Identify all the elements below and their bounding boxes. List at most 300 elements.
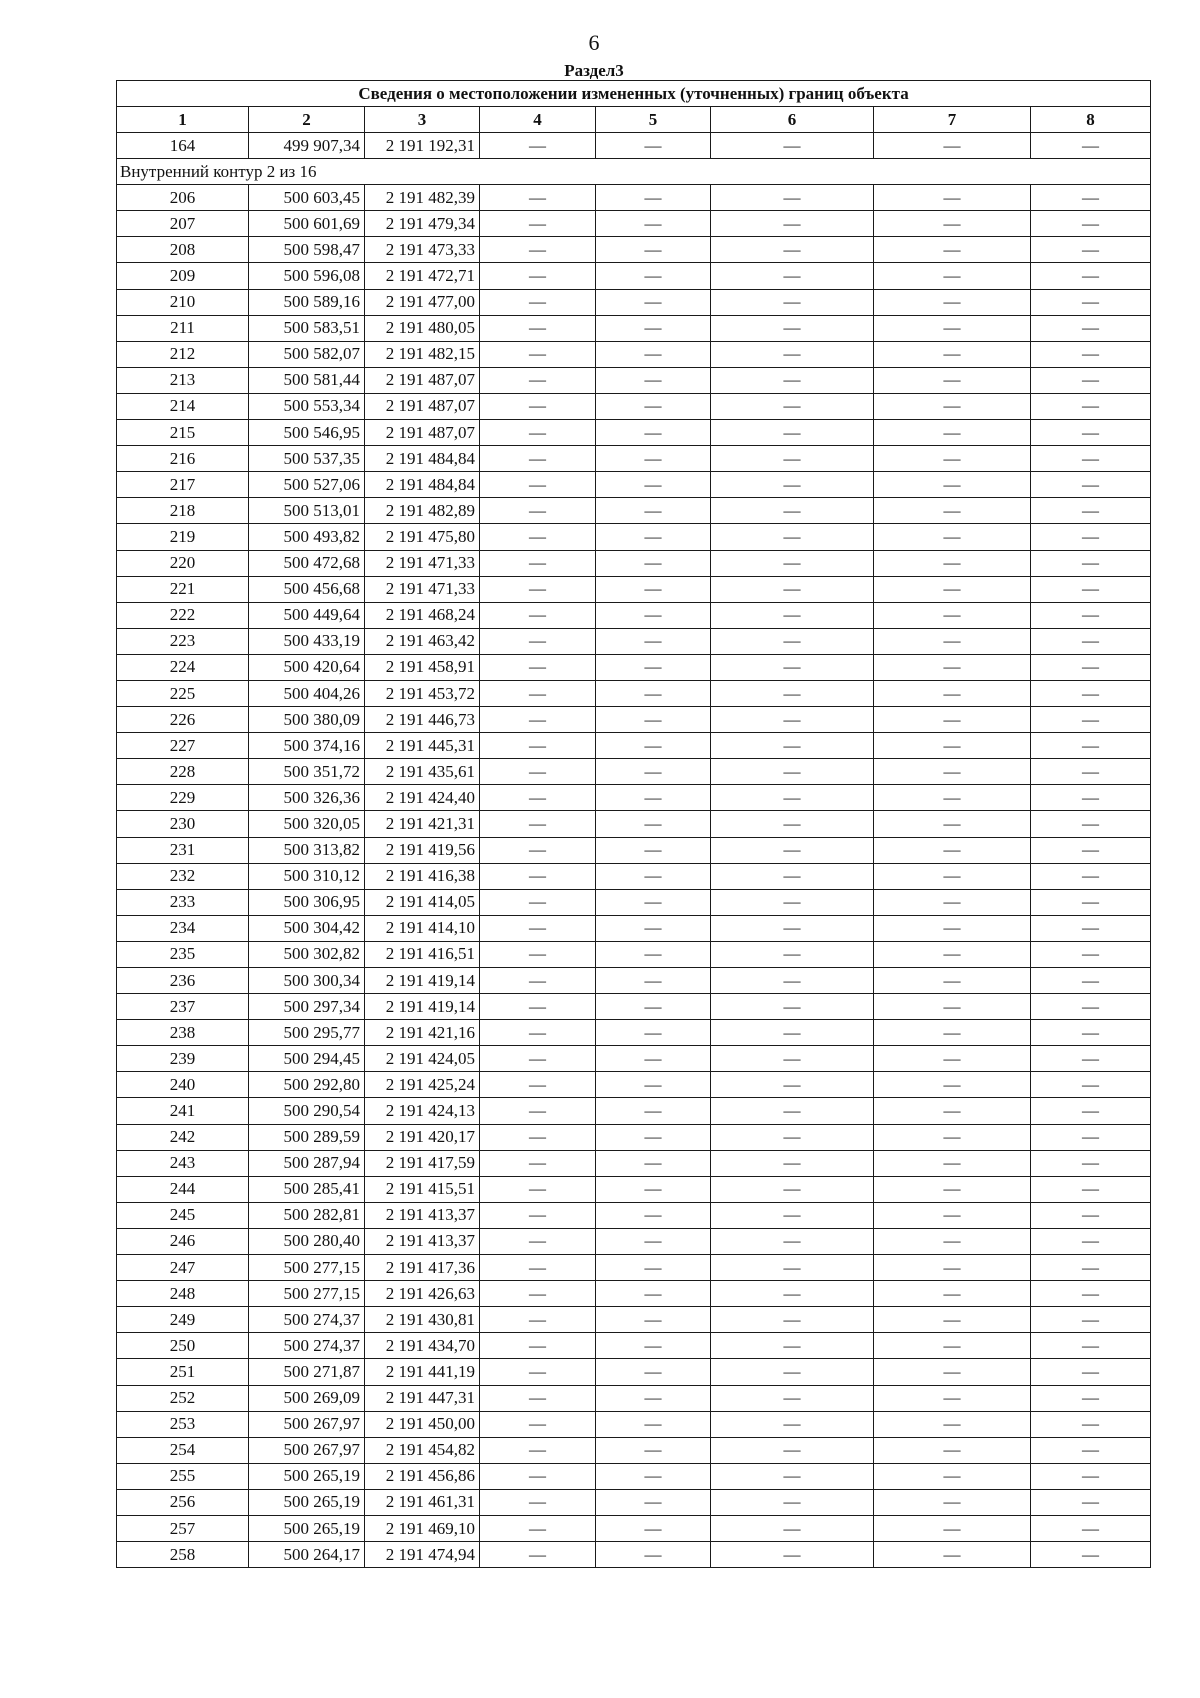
table-row (117, 1255, 1151, 1281)
table-row (117, 680, 1151, 706)
empty-value-cell: — (711, 1437, 874, 1463)
empty-value-cell: — (1031, 1281, 1151, 1307)
empty-value-cell: — (596, 941, 711, 967)
point-number-cell: 212 (117, 341, 249, 367)
table-row (117, 1176, 1151, 1202)
empty-value-cell: — (874, 1359, 1031, 1385)
point-number-cell: 253 (117, 1411, 249, 1437)
y-coordinate-cell: 2 191 415,51 (365, 1176, 480, 1202)
empty-value-cell: — (711, 393, 874, 419)
empty-value-cell: — (480, 785, 596, 811)
empty-value-cell: — (711, 185, 874, 211)
empty-value-cell: — (874, 1098, 1031, 1124)
point-number-cell: 221 (117, 576, 249, 602)
empty-value-cell: — (874, 1255, 1031, 1281)
table-row (117, 915, 1151, 941)
empty-value-cell: — (711, 628, 874, 654)
point-number-cell: 224 (117, 654, 249, 680)
empty-value-cell: — (1031, 785, 1151, 811)
point-number-cell: 240 (117, 1072, 249, 1098)
table-row (117, 941, 1151, 967)
empty-value-cell: — (480, 1228, 596, 1254)
empty-value-cell: — (480, 1463, 596, 1489)
empty-value-cell: — (596, 889, 711, 915)
y-coordinate-cell: 2 191 456,86 (365, 1463, 480, 1489)
empty-value-cell: — (874, 628, 1031, 654)
empty-value-cell: — (480, 941, 596, 967)
empty-value-cell: — (480, 680, 596, 706)
x-coordinate-cell: 500 433,19 (249, 628, 365, 654)
empty-value-cell: — (1031, 1411, 1151, 1437)
x-coordinate-cell: 500 304,42 (249, 915, 365, 941)
empty-value-cell: — (711, 1489, 874, 1515)
y-coordinate-cell: 2 191 474,94 (365, 1542, 480, 1568)
column-header: 2 (249, 107, 365, 133)
x-coordinate-cell: 500 271,87 (249, 1359, 365, 1385)
empty-value-cell: — (874, 133, 1031, 159)
empty-value-cell: — (711, 968, 874, 994)
empty-value-cell: — (596, 1255, 711, 1281)
table-row (117, 1072, 1151, 1098)
point-number-cell: 247 (117, 1255, 249, 1281)
empty-value-cell: — (1031, 968, 1151, 994)
empty-value-cell: — (711, 341, 874, 367)
x-coordinate-cell: 500 287,94 (249, 1150, 365, 1176)
empty-value-cell: — (480, 628, 596, 654)
empty-value-cell: — (596, 680, 711, 706)
contour-label-row (117, 159, 1151, 185)
empty-value-cell: — (480, 889, 596, 915)
empty-value-cell: — (874, 941, 1031, 967)
empty-value-cell: — (874, 237, 1031, 263)
empty-value-cell: — (711, 498, 874, 524)
empty-value-cell: — (480, 1046, 596, 1072)
x-coordinate-cell: 500 472,68 (249, 550, 365, 576)
column-header: 8 (1031, 107, 1151, 133)
empty-value-cell: — (480, 498, 596, 524)
empty-value-cell: — (596, 1542, 711, 1568)
x-coordinate-cell: 500 295,77 (249, 1020, 365, 1046)
y-coordinate-cell: 2 191 463,42 (365, 628, 480, 654)
empty-value-cell: — (1031, 759, 1151, 785)
empty-value-cell: — (874, 785, 1031, 811)
point-number-cell: 251 (117, 1359, 249, 1385)
empty-value-cell: — (874, 1228, 1031, 1254)
x-coordinate-cell: 500 351,72 (249, 759, 365, 785)
empty-value-cell: — (1031, 446, 1151, 472)
point-number-cell: 244 (117, 1176, 249, 1202)
empty-value-cell: — (874, 1020, 1031, 1046)
table-row (117, 654, 1151, 680)
empty-value-cell: — (480, 446, 596, 472)
empty-value-cell: — (874, 680, 1031, 706)
empty-value-cell: — (480, 1359, 596, 1385)
empty-value-cell: — (874, 1046, 1031, 1072)
page-number: 6 (588, 30, 600, 55)
empty-value-cell: — (480, 863, 596, 889)
table-row (117, 1437, 1151, 1463)
x-coordinate-cell: 500 582,07 (249, 341, 365, 367)
x-coordinate-cell: 500 265,19 (249, 1515, 365, 1541)
empty-value-cell: — (874, 1072, 1031, 1098)
x-coordinate-cell: 500 290,54 (249, 1098, 365, 1124)
empty-value-cell: — (1031, 941, 1151, 967)
y-coordinate-cell: 2 191 430,81 (365, 1307, 480, 1333)
empty-value-cell: — (1031, 185, 1151, 211)
point-number-cell: 219 (117, 524, 249, 550)
empty-value-cell: — (874, 524, 1031, 550)
empty-value-cell: — (711, 1255, 874, 1281)
empty-value-cell: — (480, 524, 596, 550)
empty-value-cell: — (596, 237, 711, 263)
table-caption-row (117, 81, 1151, 107)
y-coordinate-cell: 2 191 461,31 (365, 1489, 480, 1515)
empty-value-cell: — (711, 211, 874, 237)
point-number-cell: 210 (117, 289, 249, 315)
point-number-cell: 232 (117, 863, 249, 889)
x-coordinate-cell: 500 326,36 (249, 785, 365, 811)
empty-value-cell: — (480, 315, 596, 341)
empty-value-cell: — (874, 446, 1031, 472)
x-coordinate-cell: 500 449,64 (249, 602, 365, 628)
empty-value-cell: — (711, 889, 874, 915)
empty-value-cell: — (874, 1542, 1031, 1568)
table-row (117, 498, 1151, 524)
point-number-cell: 254 (117, 1437, 249, 1463)
x-coordinate-cell: 500 302,82 (249, 941, 365, 967)
empty-value-cell: — (874, 1176, 1031, 1202)
empty-value-cell: — (596, 628, 711, 654)
empty-value-cell: — (596, 263, 711, 289)
empty-value-cell: — (596, 524, 711, 550)
empty-value-cell: — (874, 863, 1031, 889)
empty-value-cell: — (480, 237, 596, 263)
point-number-cell: 228 (117, 759, 249, 785)
x-coordinate-cell: 500 292,80 (249, 1072, 365, 1098)
empty-value-cell: — (480, 367, 596, 393)
empty-value-cell: — (1031, 1202, 1151, 1228)
empty-value-cell: — (711, 315, 874, 341)
y-coordinate-cell: 2 191 487,07 (365, 367, 480, 393)
empty-value-cell: — (874, 1150, 1031, 1176)
empty-value-cell: — (480, 654, 596, 680)
y-coordinate-cell: 2 191 414,10 (365, 915, 480, 941)
empty-value-cell: — (596, 1411, 711, 1437)
point-number-cell: 246 (117, 1228, 249, 1254)
empty-value-cell: — (596, 602, 711, 628)
y-coordinate-cell: 2 191 473,33 (365, 237, 480, 263)
table-row (117, 446, 1151, 472)
x-coordinate-cell: 500 420,64 (249, 654, 365, 680)
empty-value-cell: — (1031, 628, 1151, 654)
y-coordinate-cell: 2 191 419,14 (365, 994, 480, 1020)
point-number-cell: 236 (117, 968, 249, 994)
empty-value-cell: — (480, 1411, 596, 1437)
empty-value-cell: — (1031, 367, 1151, 393)
table-row (117, 315, 1151, 341)
empty-value-cell: — (1031, 263, 1151, 289)
empty-value-cell: — (480, 550, 596, 576)
empty-value-cell: — (711, 420, 874, 446)
point-number-cell: 252 (117, 1385, 249, 1411)
table-row (117, 420, 1151, 446)
x-coordinate-cell: 500 581,44 (249, 367, 365, 393)
empty-value-cell: — (480, 341, 596, 367)
table-row (117, 968, 1151, 994)
empty-value-cell: — (596, 315, 711, 341)
empty-value-cell: — (480, 968, 596, 994)
x-coordinate-cell: 500 300,34 (249, 968, 365, 994)
point-number-cell: 241 (117, 1098, 249, 1124)
empty-value-cell: — (480, 707, 596, 733)
empty-value-cell: — (874, 1437, 1031, 1463)
empty-value-cell: — (480, 1202, 596, 1228)
empty-value-cell: — (1031, 576, 1151, 602)
empty-value-cell: — (1031, 393, 1151, 419)
y-coordinate-cell: 2 191 480,05 (365, 315, 480, 341)
table-row (117, 602, 1151, 628)
empty-value-cell: — (874, 707, 1031, 733)
empty-value-cell: — (874, 811, 1031, 837)
empty-value-cell: — (711, 602, 874, 628)
empty-value-cell: — (874, 341, 1031, 367)
empty-value-cell: — (596, 1098, 711, 1124)
table-row (117, 550, 1151, 576)
point-number-cell: 223 (117, 628, 249, 654)
empty-value-cell: — (874, 1463, 1031, 1489)
column-header: 7 (874, 107, 1031, 133)
table-row (117, 628, 1151, 654)
empty-value-cell: — (1031, 315, 1151, 341)
empty-value-cell: — (480, 133, 596, 159)
column-header: 5 (596, 107, 711, 133)
point-number-cell: 255 (117, 1463, 249, 1489)
table-row (117, 1228, 1151, 1254)
y-coordinate-cell: 2 191 441,19 (365, 1359, 480, 1385)
empty-value-cell: — (874, 1124, 1031, 1150)
y-coordinate-cell: 2 191 482,39 (365, 185, 480, 211)
empty-value-cell: — (596, 1359, 711, 1385)
point-number-cell: 250 (117, 1333, 249, 1359)
empty-value-cell: — (596, 1333, 711, 1359)
point-number-cell: 237 (117, 994, 249, 1020)
empty-value-cell: — (596, 185, 711, 211)
x-coordinate-cell: 500 404,26 (249, 680, 365, 706)
empty-value-cell: — (596, 811, 711, 837)
empty-value-cell: — (480, 1098, 596, 1124)
empty-value-cell: — (596, 211, 711, 237)
y-coordinate-cell: 2 191 450,00 (365, 1411, 480, 1437)
empty-value-cell: — (1031, 1255, 1151, 1281)
empty-value-cell: — (596, 1437, 711, 1463)
table-row (117, 1463, 1151, 1489)
empty-value-cell: — (711, 1333, 874, 1359)
table-row (117, 472, 1151, 498)
table-row (117, 1150, 1151, 1176)
empty-value-cell: — (711, 472, 874, 498)
y-coordinate-cell: 2 191 445,31 (365, 733, 480, 759)
y-coordinate-cell: 2 191 482,15 (365, 341, 480, 367)
point-number-cell: 227 (117, 733, 249, 759)
empty-value-cell: — (596, 733, 711, 759)
empty-value-cell: — (1031, 237, 1151, 263)
empty-value-cell: — (874, 576, 1031, 602)
empty-value-cell: — (874, 1489, 1031, 1515)
empty-value-cell: — (480, 1281, 596, 1307)
empty-value-cell: — (1031, 524, 1151, 550)
empty-value-cell: — (596, 1463, 711, 1489)
point-number-cell: 245 (117, 1202, 249, 1228)
x-coordinate-cell: 500 294,45 (249, 1046, 365, 1072)
x-coordinate-cell: 500 274,37 (249, 1307, 365, 1333)
empty-value-cell: — (596, 707, 711, 733)
empty-value-cell: — (711, 237, 874, 263)
y-coordinate-cell: 2 191 413,37 (365, 1202, 480, 1228)
empty-value-cell: — (874, 1385, 1031, 1411)
empty-value-cell: — (1031, 341, 1151, 367)
x-coordinate-cell: 500 297,34 (249, 994, 365, 1020)
point-number-cell: 235 (117, 941, 249, 967)
empty-value-cell: — (711, 1020, 874, 1046)
empty-value-cell: — (711, 1463, 874, 1489)
x-coordinate-cell: 500 320,05 (249, 811, 365, 837)
empty-value-cell: — (1031, 289, 1151, 315)
empty-value-cell: — (874, 289, 1031, 315)
empty-value-cell: — (1031, 994, 1151, 1020)
table-row (117, 1020, 1151, 1046)
empty-value-cell: — (1031, 1307, 1151, 1333)
empty-value-cell: — (1031, 133, 1151, 159)
empty-value-cell: — (480, 289, 596, 315)
empty-value-cell: — (1031, 211, 1151, 237)
point-number-cell: 229 (117, 785, 249, 811)
table-row (117, 1542, 1151, 1568)
empty-value-cell: — (711, 1228, 874, 1254)
table-row (117, 1124, 1151, 1150)
empty-value-cell: — (874, 1515, 1031, 1541)
y-coordinate-cell: 2 191 417,36 (365, 1255, 480, 1281)
y-coordinate-cell: 2 191 417,59 (365, 1150, 480, 1176)
empty-value-cell: — (1031, 1020, 1151, 1046)
empty-value-cell: — (596, 785, 711, 811)
empty-value-cell: — (596, 498, 711, 524)
empty-value-cell: — (480, 1385, 596, 1411)
y-coordinate-cell: 2 191 446,73 (365, 707, 480, 733)
empty-value-cell: — (596, 1072, 711, 1098)
empty-value-cell: — (874, 915, 1031, 941)
empty-value-cell: — (874, 1411, 1031, 1437)
point-number-cell: 239 (117, 1046, 249, 1072)
empty-value-cell: — (480, 1542, 596, 1568)
section-title: Раздел3 (564, 61, 624, 80)
empty-value-cell: — (874, 211, 1031, 237)
y-coordinate-cell: 2 191 469,10 (365, 1515, 480, 1541)
empty-value-cell: — (1031, 472, 1151, 498)
empty-value-cell: — (596, 968, 711, 994)
empty-value-cell: — (874, 994, 1031, 1020)
empty-value-cell: — (596, 1176, 711, 1202)
y-coordinate-cell: 2 191 416,38 (365, 863, 480, 889)
empty-value-cell: — (711, 863, 874, 889)
empty-value-cell: — (596, 1385, 711, 1411)
point-number-cell: 249 (117, 1307, 249, 1333)
empty-value-cell: — (596, 837, 711, 863)
table-row (117, 211, 1151, 237)
table-row (117, 133, 1151, 159)
empty-value-cell: — (1031, 1176, 1151, 1202)
empty-value-cell: — (480, 420, 596, 446)
point-number-cell: 214 (117, 393, 249, 419)
y-coordinate-cell: 2 191 471,33 (365, 576, 480, 602)
x-coordinate-cell: 500 553,34 (249, 393, 365, 419)
empty-value-cell: — (480, 185, 596, 211)
x-coordinate-cell: 500 589,16 (249, 289, 365, 315)
empty-value-cell: — (480, 1437, 596, 1463)
empty-value-cell: — (480, 915, 596, 941)
table-row (117, 263, 1151, 289)
empty-value-cell: — (874, 733, 1031, 759)
empty-value-cell: — (596, 863, 711, 889)
empty-value-cell: — (711, 994, 874, 1020)
empty-value-cell: — (596, 1228, 711, 1254)
table-row (117, 237, 1151, 263)
table-header-row (117, 107, 1151, 133)
y-coordinate-cell: 2 191 487,07 (365, 393, 480, 419)
empty-value-cell: — (874, 602, 1031, 628)
empty-value-cell: — (1031, 1542, 1151, 1568)
empty-value-cell: — (711, 1098, 874, 1124)
empty-value-cell: — (596, 915, 711, 941)
y-coordinate-cell: 2 191 435,61 (365, 759, 480, 785)
column-header: 6 (711, 107, 874, 133)
table-row (117, 785, 1151, 811)
empty-value-cell: — (480, 811, 596, 837)
empty-value-cell: — (1031, 811, 1151, 837)
point-number-cell: 209 (117, 263, 249, 289)
empty-value-cell: — (711, 1542, 874, 1568)
table-row (117, 1411, 1151, 1437)
table-row (117, 837, 1151, 863)
empty-value-cell: — (1031, 889, 1151, 915)
empty-value-cell: — (480, 1072, 596, 1098)
empty-value-cell: — (596, 759, 711, 785)
empty-value-cell: — (596, 576, 711, 602)
empty-value-cell: — (711, 550, 874, 576)
empty-value-cell: — (596, 994, 711, 1020)
empty-value-cell: — (596, 341, 711, 367)
empty-value-cell: — (711, 811, 874, 837)
x-coordinate-cell: 500 546,95 (249, 420, 365, 446)
empty-value-cell: — (711, 1176, 874, 1202)
y-coordinate-cell: 2 191 453,72 (365, 680, 480, 706)
empty-value-cell: — (711, 1281, 874, 1307)
empty-value-cell: — (480, 1255, 596, 1281)
empty-value-cell: — (480, 263, 596, 289)
table-row (117, 707, 1151, 733)
x-coordinate-cell: 500 282,81 (249, 1202, 365, 1228)
empty-value-cell: — (711, 941, 874, 967)
empty-value-cell: — (1031, 602, 1151, 628)
table-row (117, 185, 1151, 211)
empty-value-cell: — (874, 968, 1031, 994)
table-row (117, 1098, 1151, 1124)
x-coordinate-cell: 500 374,16 (249, 733, 365, 759)
empty-value-cell: — (711, 1046, 874, 1072)
table-row (117, 1046, 1151, 1072)
empty-value-cell: — (874, 367, 1031, 393)
y-coordinate-cell: 2 191 416,51 (365, 941, 480, 967)
empty-value-cell: — (596, 1202, 711, 1228)
